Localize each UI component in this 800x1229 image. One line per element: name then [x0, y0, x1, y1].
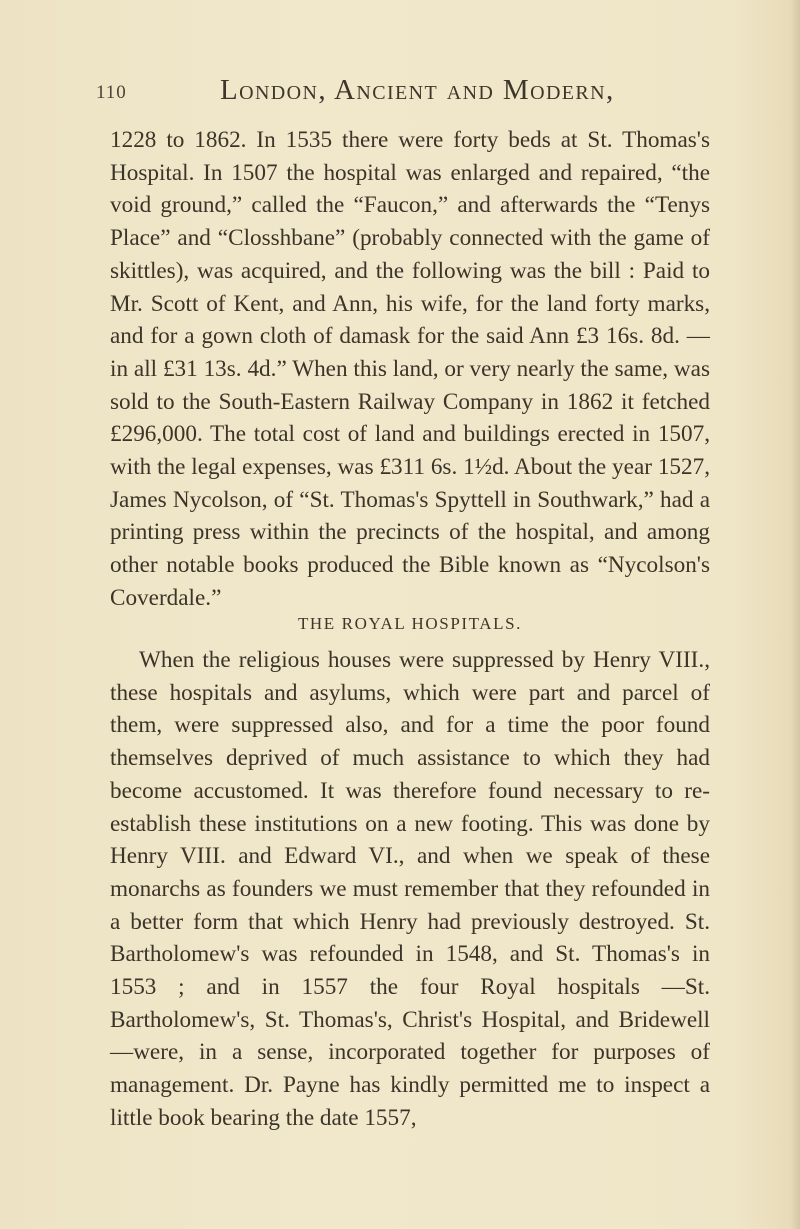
paragraph-royal-hospitals: When the religious houses were suppressed by Henry VIII., these hospitals and asylums, which were part and parcel of them, were suppressed also, and for a time the poor found themselves deprived of much assistance to which they had become accustomed. It was therefore found necessary to re-establish these institutions on a new footing. This was done by Henry VIII. and Edward VI., and when we speak of these monarchs as founders we must remember that they refounded in a better form that which Henry had previously destroyed. St. Bartholomew's was refounded in 1548, and St. Thomas's in 1553 ; and in 1557 the four Royal hospitals —St. Bartholomew's, St. Thomas's, Christ's Hospital, and Bridewell—were, in a sense, incorporated together for purposes of management. Dr. Payne has kindly permitted me to inspect a little book bearing the date 1557, [110, 647, 710, 1131]
running-title: London, Ancient and Modern, [220, 74, 615, 106]
paragraph-st-thomas-hospital: 1228 to 1862. In 1535 there were forty beds at St. Thomas's Hospital. In 1507 the hospital was enlarged and repaired, “the void ground,” called the “Faucon,” and afterwards the “Tenys Place” and “Closshbane” (probably connected with the game of skittles), was acquired, and the following was the bill : Paid to Mr. Scott of Kent, and Ann, his wife, for the land forty marks, and for a gown cloth of damask for the said Ann £3 16s. 8d. —in all £31 13s. 4d.” When this land, or very nearly the same, was sold to the South-Eastern Railway Company in 1862 it fetched £296,000. The total cost of land and buildings erected in 1507, with the legal expenses, was £311 6s. 1½d. About the year 1527, James Nycolson, of “St. Thomas's Spyttell in Southwark,” had a printing press within the precincts of the hospital, and among other notable books produced the Bible known as “Nycolson's Coverdale.” [110, 127, 710, 611]
page-header [96, 74, 716, 114]
page-edge-shadow [790, 0, 800, 1229]
section-heading: THE ROYAL HOSPITALS. [297, 614, 523, 633]
page-number: 110 [96, 82, 127, 103]
